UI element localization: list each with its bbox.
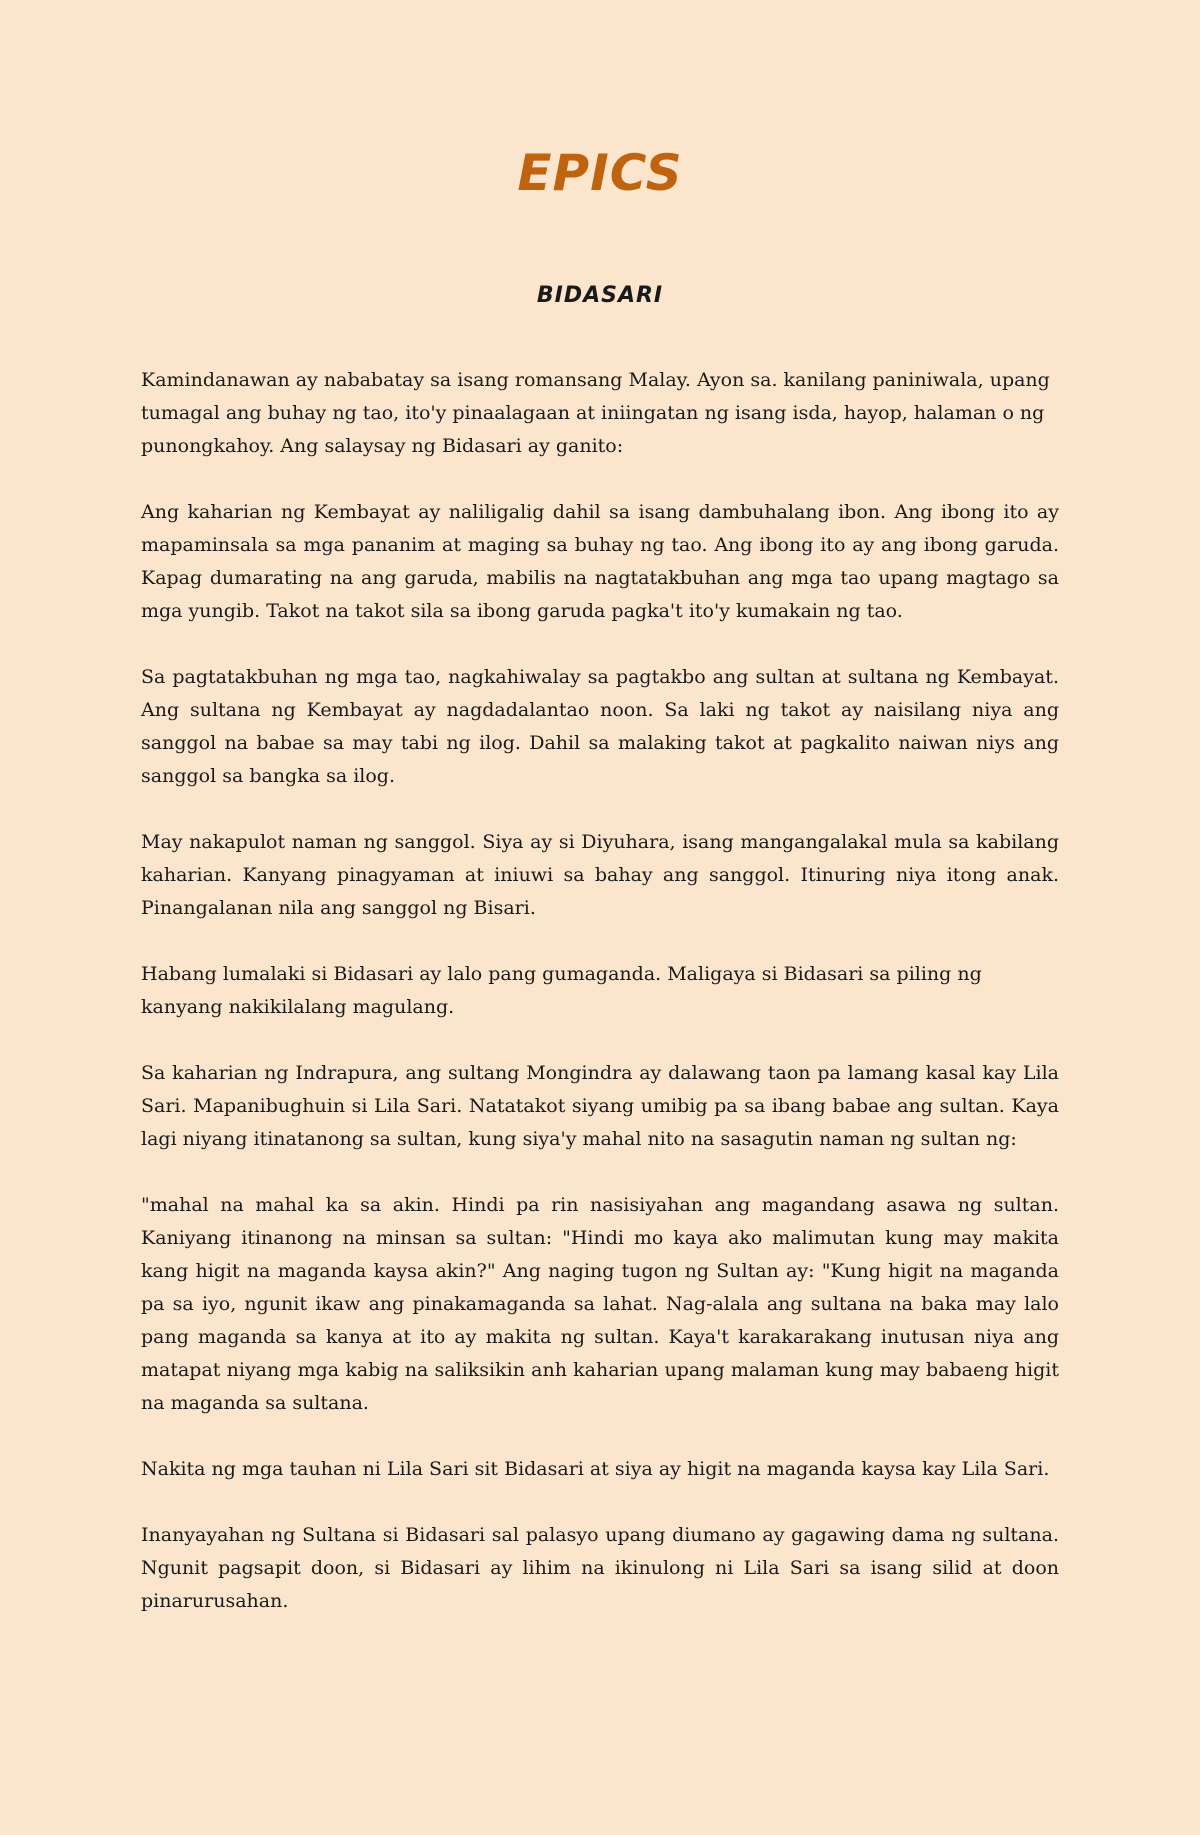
paragraph-3: Sa pagtatakbuhan ng mga tao, nagkahiwalay sa pagtakbo ang sultan at sultana ng Kembayat. Ang sultana ng Kembayat ay nagdadalantao noon. Sa laki ng takot ay naisilang niya ang sanggol na babae sa may tabi ng ilog. Dahil sa malaking takot at pagkalito naiwan niys ang sanggol sa bangka sa ilog. — [141, 666, 1059, 787]
paragraph-5: Habang lumalaki si Bidasari ay lalo pang gumaganda. Maligaya si Bidasari sa piling ng kanyang nakikilalang magulang. — [141, 963, 982, 1018]
body-text — [141, 364, 1059, 1651]
paragraph-2: Ang kaharian ng Kembayat ay naliligalig dahil sa isang dambuhalang ibon. Ang ibong ito ay mapaminsala sa mga pananim at maging sa buhay ng tao. Ang ibong ito ay ang ibong garuda. Kapag dumarating na ang garuda, mabilis na nagtatakbuhan ang mga tao upang magtago sa mga yungib. Takot na takot sila sa ibong garuda pagka't ito'y kumakain ng tao. — [141, 501, 1059, 622]
paragraph-4: May nakapulot naman ng sanggol. Siya ay si Diyuhara, isang mangangalakal mula sa kabilang kaharian. Kanyang pinagyaman at iniuwi sa bahay ang sanggol. Itinuring niya itong anak. Pinangalanan nila ang sanggol ng Bisari. — [141, 831, 1059, 919]
paragraph-6: Sa kaharian ng Indrapura, ang sultang Mongindra ay dalawang taon pa lamang kasal kay Lila Sari. Mapanibughuin si Lila Sari. Natatakot siyang umibig pa sa ibang babae ang sultan. Kaya lagi niyang itinatanong sa sultan, kung siya'y mahal nito na sasagutin naman ng sultan ng: — [141, 1062, 1059, 1150]
paragraph-9: Inanyayahan ng Sultana si Bidasari sal palasyo upang diumano ay gagawing dama ng sultana. Ngunit pagsapit doon, si Bidasari ay lihim na ikinulong ni Lila Sari sa isang silid at doon pinarurusahan. — [141, 1524, 1059, 1612]
section-title: BIDASARI — [536, 283, 664, 308]
page-title: EPICS — [517, 144, 683, 202]
paragraph-8: Nakita ng mga tauhan ni Lila Sari sit Bidasari at siya ay higit na maganda kaysa kay Lila Sari. — [141, 1458, 1050, 1480]
paragraph-1: Kamindanawan ay nababatay sa isang romansang Malay. Ayon sa. kanilang paniniwala, upang tumagal ang buhay ng tao, ito'y pinaalagaan at iniingatan ng isang isda, hayop, halaman o ng punongkahoy. Ang salaysay ng Bidasari ay ganito: — [141, 369, 1050, 457]
paragraph-7: "mahal na mahal ka sa akin. Hindi pa rin nasisiyahan ang magandang asawa ng sultan. Kaniyang itinanong na minsan sa sultan: "Hindi mo kaya ako malimutan kung may makita kang higit na maganda kaysa akin?" Ang naging tugon ng Sultan ay: "Kung higit na maganda pa sa iyo, ngunit ikaw ang pinakamaganda sa lahat. Nag-alala ang sultana na baka may lalo pang maganda sa kanya at ito ay makita ng sultan. Kaya't karakarakang inutusan niya ang matapat niyang mga kabig na saliksikin anh kaharian upang malaman kung may babaeng higit na maganda sa sultana. — [141, 1194, 1059, 1414]
